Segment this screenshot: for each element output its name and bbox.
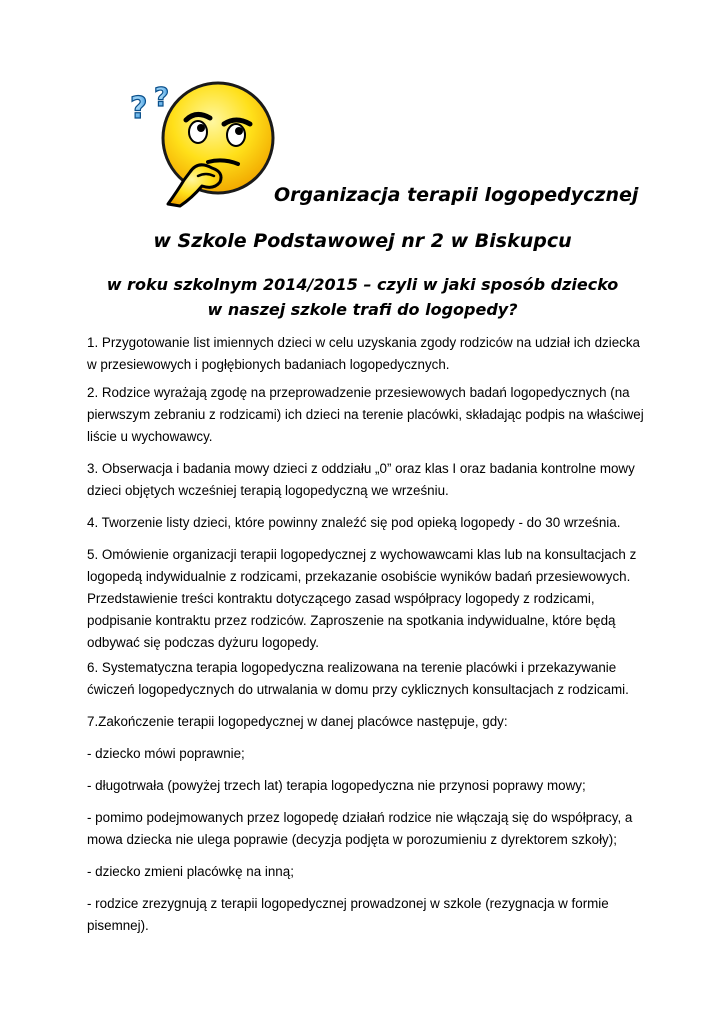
paragraph-4: 4. Tworzenie listy dzieci, które powinny znaleźć się pod opieką logopedy - do 30 września. [87, 515, 621, 530]
paragraph-3: 3. Obserwacja i badania mowy dzieci z oddziału „0” oraz klas I oraz badania kontrolne mowy dzieci objętych wcześniej terapią logopedyczną we wrześniu. [87, 461, 635, 498]
paragraph-6: 6. Systematyczna terapia logopedyczna realizowana na terenie placówki i przekazywanie ćwiczeń logopedycznych do utrwalania w domu przy cyklicznych konsultacjach z rodzicami. [87, 660, 629, 697]
paragraph-7: 7.Zakończenie terapii logopedycznej w danej placówce następuje, gdy: [87, 714, 508, 729]
svg-text:?: ? [130, 91, 148, 126]
list-item-1: - dziecko mówi poprawnie; [87, 746, 245, 761]
title-line-1: Organizacja terapii logopedycznej [274, 184, 639, 206]
paragraph-1: 1. Przygotowanie list imiennych dzieci w celu uzyskania zgody rodziców na udział ich dziecka w przesiewowych i pogłębionych badaniach logopedycznych. [87, 335, 640, 372]
list-item-5: - rodzice zrezygnują z terapii logopedycznej prowadzonej w szkole (rezygnacja w formie pisemnej). [87, 896, 609, 933]
list-item-4: - dziecko zmieni placówkę na inną; [87, 864, 294, 879]
subtitle: w roku szkolnym 2014/2015 – czyli w jaki sposób dziecko w naszej szkole trafi do logopedy? [106, 275, 619, 319]
thinking-emoji-with-question-marks-icon [128, 80, 278, 210]
svg-text:?: ? [154, 83, 170, 113]
title-line-2: w Szkole Podstawowej nr 2 w Biskupcu [153, 230, 572, 252]
paragraph-5: 5. Omówienie organizacji terapii logopedycznej z wychowawcami klas lub na konsultacjach z logopedą indywidualnie z rodzicami, przekazanie osobiście wyników badań przesiewowych. Przedstawienie treści kontraktu dotyczącego zasad współpracy logopedy z rodzicami, podpisanie kontraktu przez rodziców. Zaproszenie na spotkania indywidualne, które będą odbywać się podczas dyżuru logopedy. [87, 547, 637, 650]
paragraph-2: 2. Rodzice wyrażają zgodę na przeprowadzenie przesiewowych badań logopedycznych (na pierwszym zebraniu z rodzicami) ich dzieci na terenie placówki, składając podpis na właściwej liście u wychowawcy. [87, 385, 644, 444]
list-item-2: - długotrwała (powyżej trzech lat) terapia logopedyczna nie przynosi poprawy mowy; [87, 778, 586, 793]
list-item-3: - pomimo podejmowanych przez logopedę działań rodzice nie włączają się do współpracy, a mowa dziecka nie ulega poprawie (decyzja podjęta w porozumieniu z dyrektorem szkoły); [87, 810, 633, 847]
